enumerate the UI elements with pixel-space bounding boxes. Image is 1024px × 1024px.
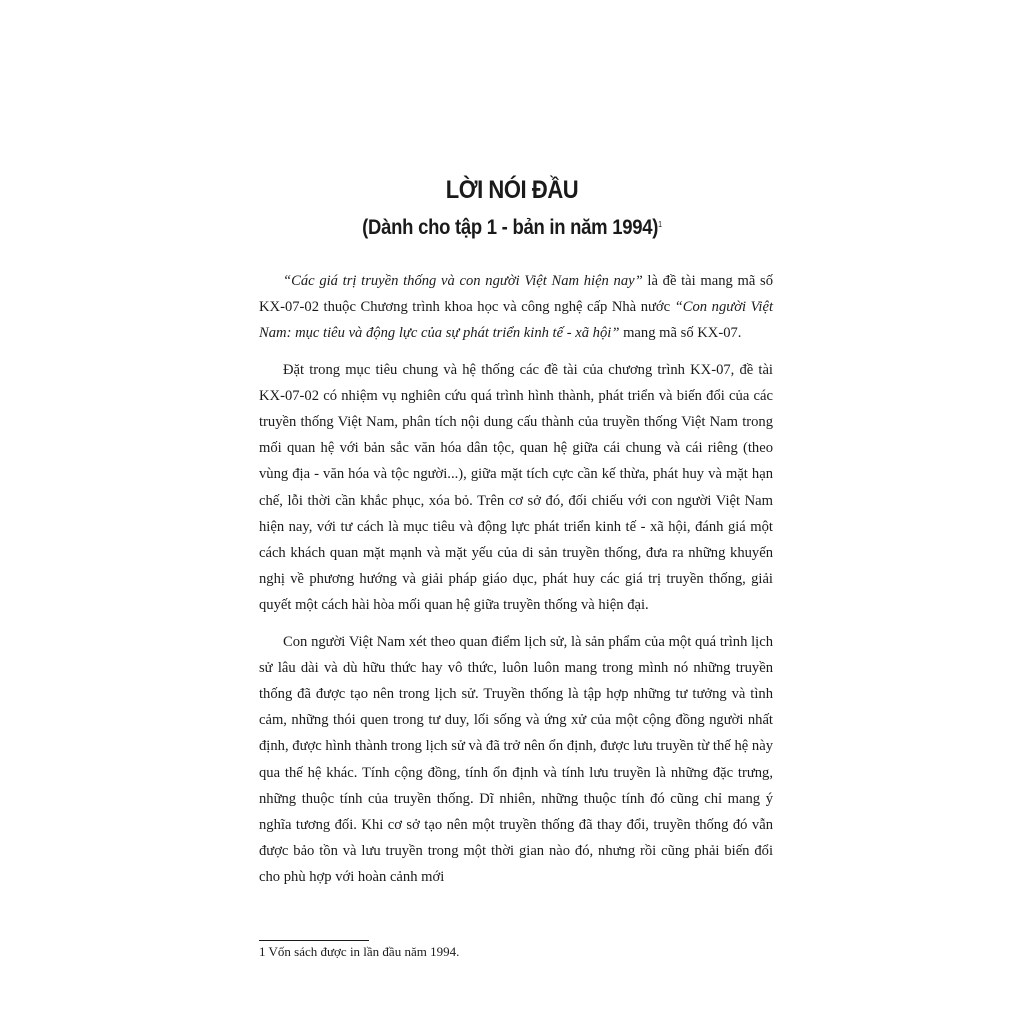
- footnote-reference: 1: [658, 220, 662, 229]
- italic-project-title: “Các giá trị truyền thống và con người Việt Nam hiện nay”: [283, 273, 643, 289]
- body-text: [259, 268, 773, 891]
- footnote: 1 Vốn sách được in lần đầu năm 1994.: [259, 944, 460, 959]
- italic-program-title: “Con người Việt Nam: mục tiêu và động lực của sự phát triển kinh tế - xã hội”: [259, 299, 773, 342]
- subtitle-text: (Dành cho tập 1 - bản in năm 1994): [362, 216, 659, 239]
- page-title: LỜI NÓI ĐẦU: [445, 176, 579, 204]
- footnote-divider: [259, 940, 369, 941]
- paragraph-3: Con người Việt Nam xét theo quan điểm lịch sử, là sản phẩm của một quá trình lịch sử lâu dài và dù hữu thức hay vô thức, luôn luôn mang trong mình nó những truyền thống đã được tạo nên trong lịch sử. Truyền thống là tập hợp những tư tưởng và tình cảm, những thói quen trong tư duy, lối sống và ứng xử của một cộng đồng người nhất định, được hình thành trong lịch sử và đã trở nên ổn định, được lưu truyền từ thế hệ này qua thế hệ khác. Tính cộng đồng, tính ổn định và tính lưu truyền là những đặc trưng, những thuộc tính của truyền thống. Dĩ nhiên, những thuộc tính đó cũng chỉ mang ý nghĩa tương đối. Khi cơ sở tạo nên một truyền thống đã thay đổi, truyền thống đó vẫn được bảo tồn và lưu truyền trong một thời gian nào đó, nhưng rồi cũng phải biến đổi cho phù hợp với hoàn cảnh mới: [259, 633, 773, 886]
- paragraph-1-text-a: là đề tài mang mã số KX-07-02 thuộc Chương trình khoa học và công nghệ cấp Nhà nước: [259, 273, 773, 316]
- paragraph-2: Đặt trong mục tiêu chung và hệ thống các đề tài của chương trình KX-07, đề tài KX-07-02 có nhiệm vụ nghiên cứu quá trình hình thành, phát triển và biến đổi của các truyền thống Việt Nam, phân tích nội dung cấu thành của truyền thống Việt Nam trong mối quan hệ với bản sắc văn hóa dân tộc, quan hệ giữa cái chung và cái riêng (theo vùng địa - văn hóa và tộc người...), giữa mặt tích cực cần kế thừa, phát huy và mặt hạn chế, lỗi thời cần khắc phục, xóa bỏ. Trên cơ sở đó, đối chiếu với con người Việt Nam hiện nay, với tư cách là mục tiêu và động lực phát triển kinh tế - xã hội, đánh giá một cách khách quan mặt mạnh và mặt yếu của di sản truyền thống, đưa ra những khuyến nghị về phương hướng và giải pháp giáo dục, phát huy các giá trị truyền thống, giải quyết một cách hài hòa mối quan hệ giữa truyền thống và hiện đại.: [259, 361, 773, 614]
- page-subtitle: [61, 216, 962, 240]
- paragraph-1-text-c: mang mã số KX-07.: [619, 325, 742, 342]
- paragraph-1: [259, 268, 773, 347]
